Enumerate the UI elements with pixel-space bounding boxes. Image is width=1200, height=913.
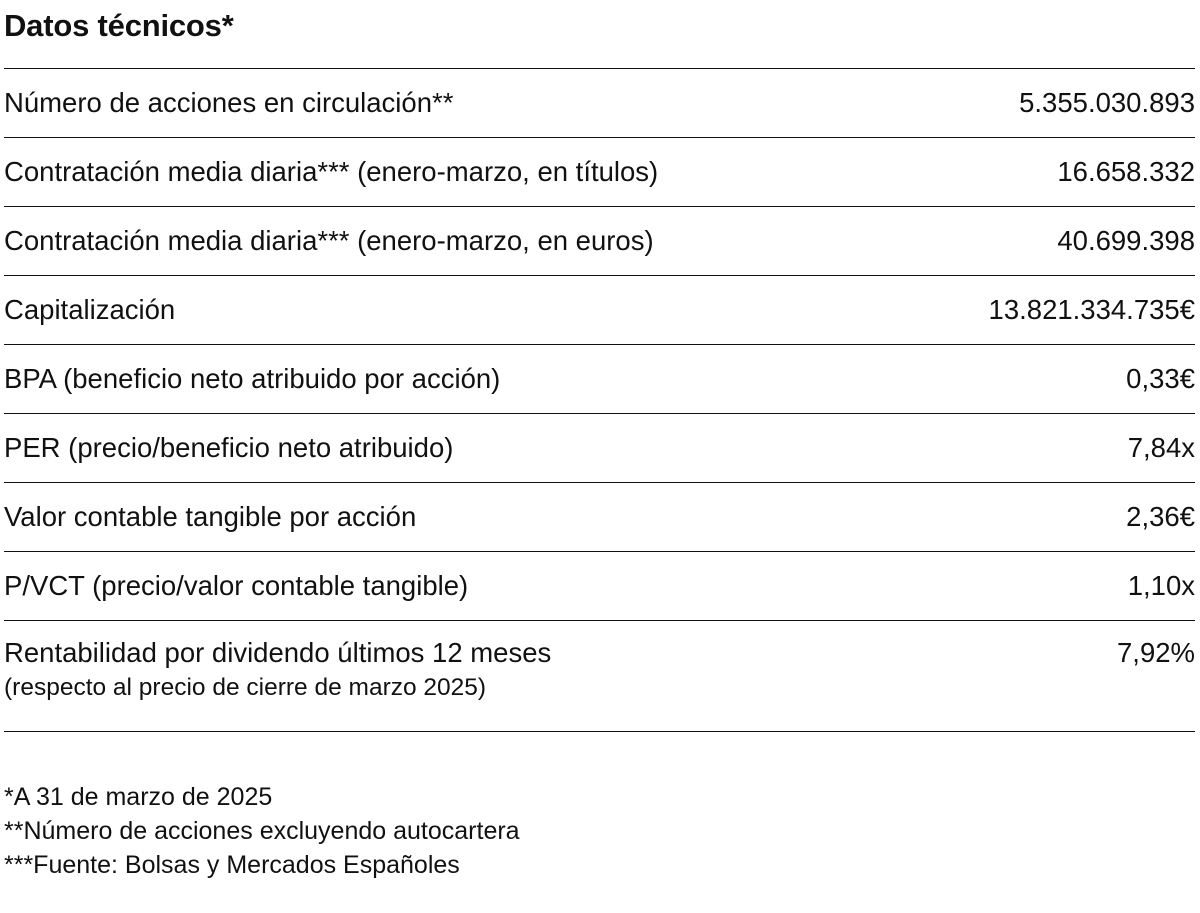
row-label: BPA (beneficio neto atribuido por acción) [4, 363, 501, 394]
row-sublabel: (respecto al precio de cierre de marzo 2025) [4, 674, 487, 701]
table-row-per [4, 414, 1195, 483]
table-row-daily-volume-euros [4, 207, 1195, 276]
row-label: Capitalización [4, 294, 176, 325]
row-value: 16.658.332 [1057, 156, 1195, 187]
table-row-dividend-yield [4, 621, 1195, 732]
row-value: 1,10x [1127, 570, 1195, 601]
row-value: 2,36€ [1126, 501, 1195, 532]
footnote: **Número de acciones excluyendo autocartera [4, 817, 520, 845]
row-label: Contratación media diaria*** (enero-marzo, en euros) [4, 225, 654, 256]
table-row-shares-outstanding [4, 69, 1195, 138]
table-row-p-tbv [4, 552, 1195, 621]
row-value: 0,33€ [1126, 363, 1195, 394]
row-value: 13.821.334.735€ [988, 294, 1195, 325]
footnotes [4, 780, 520, 882]
row-label: Valor contable tangible por acción [4, 501, 417, 532]
table-row-daily-volume-shares [4, 138, 1195, 207]
row-label-block [4, 636, 551, 703]
row-label: P/VCT (precio/valor contable tangible) [4, 570, 469, 601]
row-value: 5.355.030.893 [1019, 87, 1195, 118]
row-value: 40.699.398 [1057, 225, 1195, 256]
footnote: *A 31 de marzo de 2025 [4, 783, 273, 811]
row-label: Rentabilidad por dividendo últimos 12 meses [4, 637, 552, 668]
table-row-market-cap [4, 276, 1195, 345]
row-value: 7,84x [1127, 432, 1195, 463]
table-row-eps [4, 345, 1195, 414]
page-title: Datos técnicos* [4, 8, 234, 43]
table-row-tangible-book-value [4, 483, 1195, 552]
row-value: 7,92% [1117, 637, 1195, 668]
row-label: Número de acciones en circulación** [4, 87, 454, 118]
technical-data-table [4, 68, 1195, 732]
footnote: ***Fuente: Bolsas y Mercados Españoles [4, 851, 460, 879]
row-label: PER (precio/beneficio neto atribuido) [4, 432, 454, 463]
row-label: Contratación media diaria*** (enero-marzo, en títulos) [4, 156, 659, 187]
